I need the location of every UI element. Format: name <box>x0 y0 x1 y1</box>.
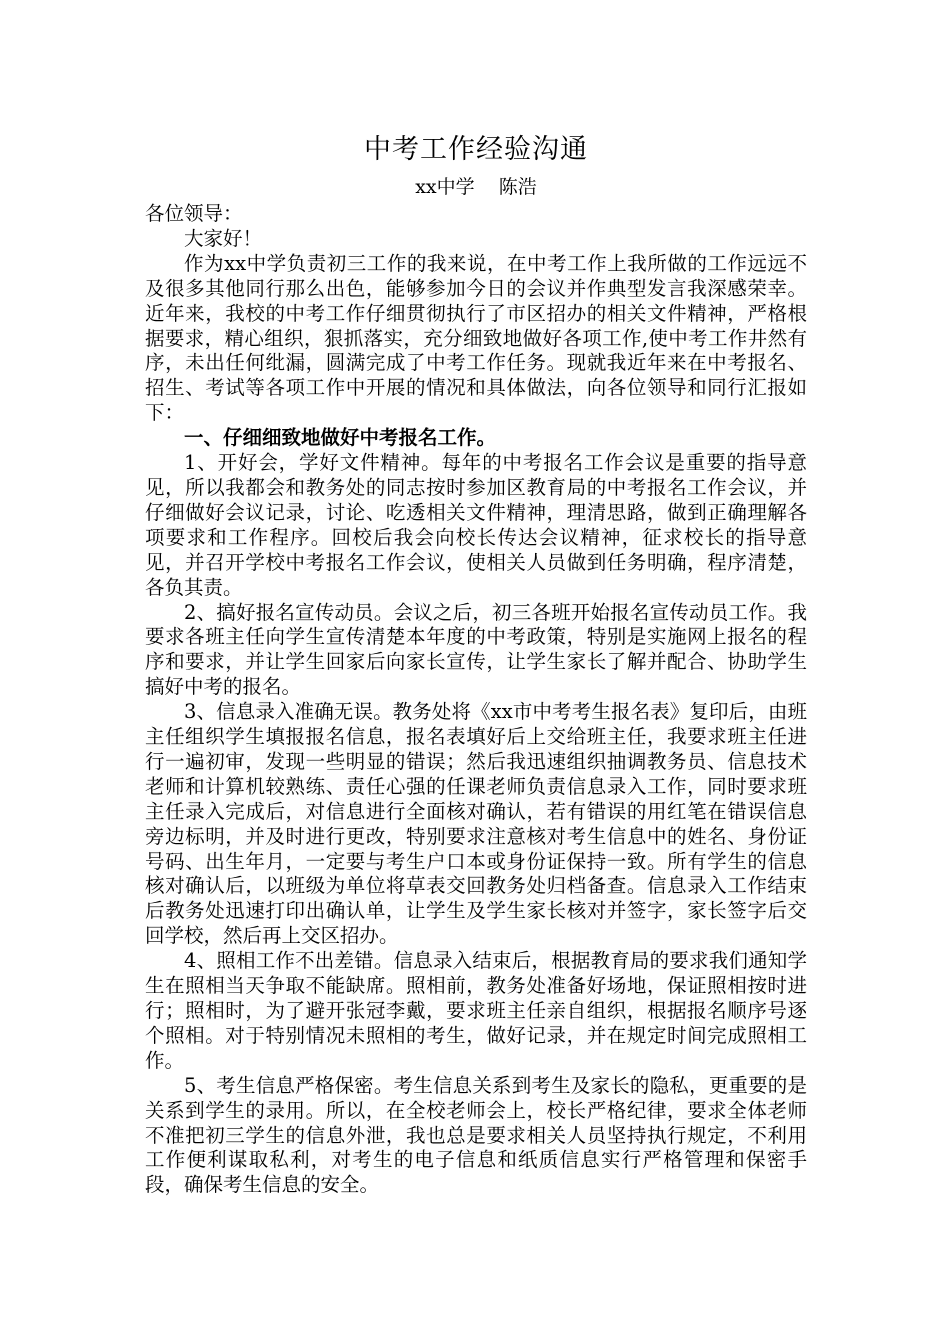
salutation: 各位领导： <box>145 202 243 225</box>
paragraph-item-3: 3、信息录入准确无误。教务处将《xx市中考考生报名表》复印后，由班主任组织学生填报报名信息，报名表填好后上交给班主任，我要求班主任进行一遍初审，发现一些明显的错误；然后我迅速组织抽调教务员、信息技术老师和计算机较熟练、责任心强的任课老师负责信息录入工作，同时要求班主任录入完成后，对信息进行全面核对确认，若有错误的用红笔在错误信息旁边标明，并及时进行更改，特别要求注意核对考生信息中的姓名、身份证号码、出生年月，一定要与考生户口本或身份证保持一致。所有学生的信息核对确认后，以班级为单位将草表交回教务处归档备查。信息录入工作结束后教务处迅速打印出确认单，让学生及学生家长核对并签字，家长签字后交回学校，然后再上交区招办。 <box>145 700 807 948</box>
intro-paragraph: 作为xx中学负责初三工作的我来说，在中考工作上我所做的工作远远不及很多其他同行那么出色，能够参加今日的会议并作典型发言我深感荣幸。近年来，我校的中考工作仔细贯彻执行了市区招办的相关文件精神，严格根据要求，精心组织，狠抓落实，充分细致地做好各项工作,使中考工作井然有序，未出任何纰漏，圆满完成了中考工作任务。现就我近年来在中考报名、招生、考试等各项工作中开展的情况和具体做法，向各位领导和同行汇报如下： <box>145 251 807 425</box>
greeting: 大家好！ <box>184 226 263 250</box>
paragraph-item-1: 1、开好会，学好文件精神。每年的中考报名工作会议是重要的指导意见，所以我都会和教务处的同志按时参加区教育局的中考报名工作会议，并仔细做好会议记录，讨论、吃透相关文件精神，理清思路，做到正确理解各项要求和工作程序。回校后我会向校长传达会议精神，征求校长的指导意见，并召开学校中考报名工作会议，使相关人员做到任务明确，程序清楚，各负其责。 <box>145 451 807 599</box>
document-title: 中考工作经验沟通 <box>364 134 588 165</box>
document-page <box>145 128 807 1198</box>
paragraph-item-4: 4、照相工作不出差错。信息录入结束后，根据教育局的要求我们通知学生在照相当天争取不能缺席。照相前，教务处准备好场地，保证照相按时进行；照相时，为了避开张冠李戴，要求班主任亲自组织，根据报名顺序号逐个照相。对于特别情况未照相的考生，做好记录，并在规定时间完成照相工作。 <box>145 949 807 1072</box>
document-byline: xx中学 陈浩 <box>415 176 537 198</box>
paragraph-item-2: 2、搞好报名宣传动员。会议之后，初三各班开始报名宣传动员工作。我要求各班主任向学生宣传清楚本年度的中考政策，特别是实施网上报名的程序和要求，并让学生回家后向家长宣传，让学生家长了解并配合、协助学生搞好中考的报名。 <box>145 600 807 699</box>
section-heading-1: 一、仔细细致地做好中考报名工作。 <box>184 426 497 450</box>
paragraph-item-5: 5、考生信息严格保密。考生信息关系到考生及家长的隐私，更重要的是关系到学生的录用。所以，在全校老师会上，校长严格纪律，要求全体老师不准把初三学生的信息外泄，我也总是要求相关人员坚持执行规定，不利用工作便利谋取私利，对考生的电子信息和纸质信息实行严格管理和保密手段，确保考生信息的安全。 <box>145 1073 807 1197</box>
